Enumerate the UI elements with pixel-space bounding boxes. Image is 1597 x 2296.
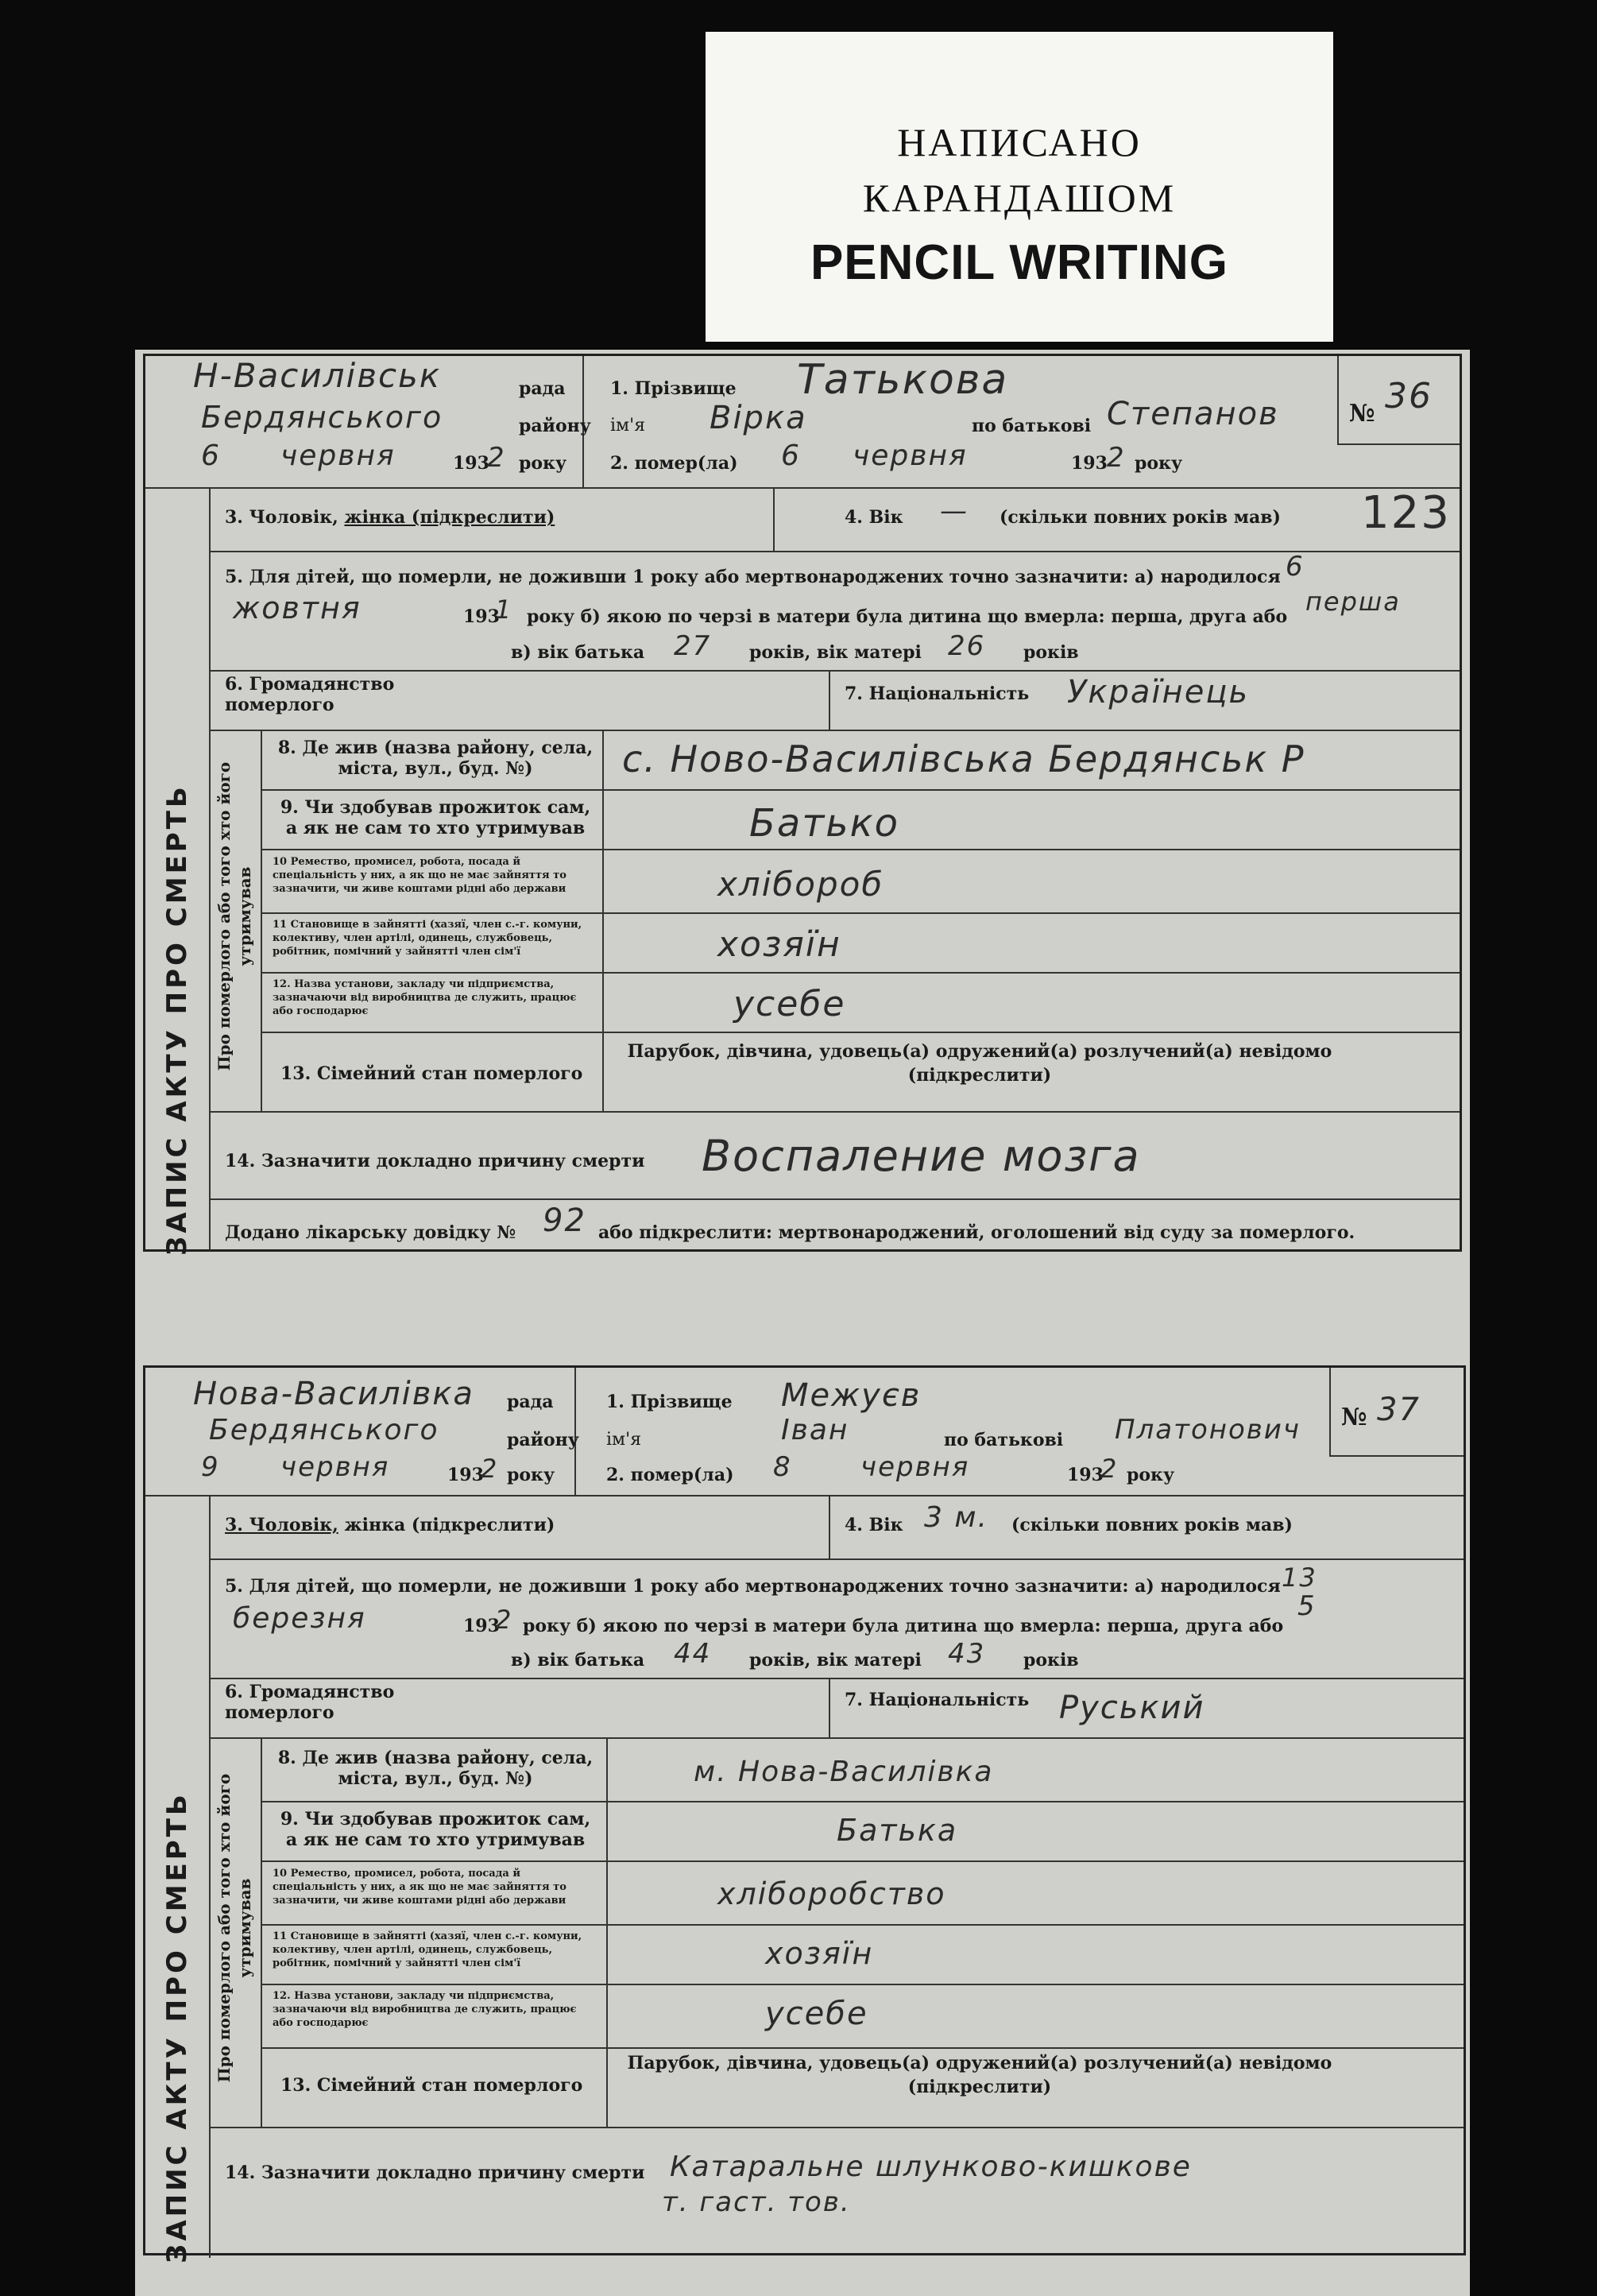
side-title: ЗАПИС АКТУ ПРО СМЕРТЬ [161, 1791, 193, 2263]
nationality-label: 7. Національність [845, 1690, 1030, 1710]
mother-age-value: 43 [948, 1638, 986, 1670]
label-card-line-2: КАРАНДАШОМ [862, 176, 1177, 220]
citizenship-label: 6. Громадянство померлого [225, 1682, 395, 1723]
patronymic-label: по батькові [944, 1430, 1064, 1450]
age-value: — [940, 495, 969, 527]
born-day-value: 6 [1286, 551, 1305, 583]
age-label: 4. Вік [845, 507, 903, 528]
mother-age-years: років [1023, 1650, 1079, 1671]
certificate-label: Додано лікарську довідку № [225, 1222, 516, 1243]
born-year-prefix: 193 [463, 606, 500, 627]
infant-line-2: року б) якою по черзі в матери була дитина що вмерла: перша, друга або [523, 1616, 1284, 1636]
father-age-value: 44 [674, 1638, 712, 1670]
status-value: хозяїн [765, 1936, 874, 1971]
age-tail-label: (скільки повних років мав) [1011, 1515, 1293, 1535]
rada-value: Нова-Василівка [193, 1376, 474, 1412]
surname-label: 1. Прізвище [610, 378, 737, 399]
name-label: ім'я [610, 416, 646, 436]
marital-status-label: 13. Сімейний стан померлого [280, 2075, 583, 2096]
record-number-label: № [1349, 400, 1375, 428]
reg-year-label: року [507, 1465, 555, 1485]
cause-value: Катаральне шлунково-кишкове [670, 2151, 1192, 2183]
mother-age-value: 26 [948, 630, 986, 662]
record-number-value: 37 [1377, 1392, 1421, 1428]
raion-label: району [507, 1430, 579, 1450]
rada-label: рада [507, 1392, 554, 1412]
birth-order-value: перша [1305, 587, 1401, 617]
death-year-digit: 2 [1100, 1454, 1119, 1484]
death-month-value: червня [853, 439, 968, 472]
certificate-value: 92 [543, 1202, 586, 1239]
support-label: 9. Чи здобував прожиток сам, а як не сам то хто утримував [280, 797, 591, 838]
side-title-column [145, 1368, 209, 2263]
death-year-label: року [1127, 1465, 1175, 1485]
label-card-line-1: НАПИСАНО [897, 120, 1142, 165]
infant-line-1: 5. Для дітей, що померли, не доживши 1 року або мертвонароджених точно зазначити: а) народилося [225, 567, 1281, 587]
birth-order-value: 5 [1297, 1590, 1317, 1622]
support-label: 9. Чи здобував прожиток сам, а як не сам то хто утримував [280, 1809, 591, 1850]
cause-label: 14. Зазначити докладно причину смерти [225, 2162, 645, 2183]
pencil-writing-label-card [706, 32, 1333, 342]
residence-label: 8. Де жив (назва району, села, міста, вул., буд. №) [277, 1748, 594, 1789]
workplace-value: усебе [765, 1996, 868, 2032]
reg-year-label: року [519, 453, 567, 474]
mother-age-label: років, вік матері [749, 1650, 922, 1671]
marital-status-label: 13. Сімейний стан померлого [280, 1063, 583, 1084]
reg-day-value: 9 [201, 1451, 220, 1483]
death-year-digit: 2 [1107, 442, 1126, 474]
occupation-value: хліборобство [717, 1876, 946, 1911]
surname-value: Межуєв [781, 1377, 922, 1414]
death-year-prefix: 193 [1071, 453, 1108, 474]
death-day-value: 6 [781, 439, 801, 472]
name-value: Іван [781, 1414, 849, 1446]
surname-label: 1. Прізвище [606, 1392, 733, 1412]
age-value: 3 м. [924, 1501, 988, 1534]
status-label: 11 Становище в зайнятті (хазяї, член с.-г. комуни, колективу, член артілі, одинець, службовець, робітник, помічний у зайнятті член сім'ї [273, 1930, 582, 1969]
residence-value: с. Ново-Василівська Бердянськ Р [622, 738, 1305, 780]
surname-value: Татькова [797, 356, 1009, 404]
raion-label: району [519, 416, 591, 436]
reg-month-value: червня [280, 439, 396, 472]
workplace-label: 12. Назва установи, закладу чи підприємства, зазначаючи від виробництва де служить, працює або господарює [273, 978, 577, 1017]
death-date-label: 2. помер(ла) [606, 1465, 734, 1485]
born-year-digit: 2 [495, 1605, 513, 1635]
nationality-value: Українець [1067, 674, 1250, 710]
marital-status-options: Парубок, дівчина, удовець(а) одружений(а) розлучений(а) невідомо (підкреслити) [627, 2053, 1332, 2097]
sub-side-title: Про померлого або того хто його утримував [215, 761, 254, 1071]
workplace-value: усебе [733, 984, 846, 1024]
patronymic-value: Платонович [1115, 1414, 1301, 1446]
reg-year-prefix: 193 [453, 453, 489, 474]
record-number-value: 36 [1385, 376, 1433, 416]
mother-age-years: років [1023, 642, 1079, 663]
age-margin-note: 123 [1361, 487, 1451, 539]
reg-year-prefix: 193 [447, 1465, 484, 1485]
infant-line-2: року б) якою по черзі в матери була дитина що вмерла: перша, друга або [527, 606, 1288, 627]
marital-status-options: Парубок, дівчина, удовець(а) одружений(а) розлучений(а) невідомо (підкреслити) [627, 1041, 1332, 1086]
nationality-label: 7. Національність [845, 683, 1030, 704]
raion-value: Бердянського [201, 400, 443, 435]
born-month-value: жовтня [233, 590, 362, 625]
born-day-value: 13 [1282, 1562, 1317, 1593]
residence-value: м. Нова-Василівка [694, 1756, 994, 1788]
reg-year-digit: 2 [481, 1454, 499, 1484]
record-number-label: № [1341, 1404, 1367, 1431]
occupation-label: 10 Ремество, промисел, робота, посада й спеціальність у них, а як що не має зайняття то зазначити, чи живе коштами рідні або держави [273, 856, 566, 895]
reg-year-digit: 2 [487, 442, 506, 474]
occupation-value: хлібороб [717, 865, 884, 904]
death-month-value: червня [860, 1451, 970, 1483]
death-record-form-2 [143, 1365, 1466, 2263]
certificate-tail: або підкреслити: мертвонароджений, оголошений від суду за померлого. [598, 1222, 1355, 1243]
patronymic-label: по батькові [972, 416, 1092, 436]
mother-age-label: років, вік матері [749, 642, 922, 663]
label-card-line-3: PENCIL WRITING [810, 235, 1229, 290]
death-year-label: року [1135, 453, 1183, 474]
nationality-value: Руський [1059, 1690, 1205, 1726]
death-year-prefix: 193 [1067, 1465, 1104, 1485]
occupation-label: 10 Ремество, промисел, робота, посада й спеціальність у них, а як що не має зайняття то зазначити, чи живе коштами рідні або держави [273, 1868, 566, 1907]
death-day-value: 8 [773, 1451, 792, 1483]
father-age-label: в) вік батька [511, 1650, 645, 1671]
reg-day-value: 6 [201, 439, 221, 472]
infant-line-1: 5. Для дітей, що померли, не доживши 1 року або мертвонароджених точно зазначити: а) народилося [225, 1576, 1281, 1597]
support-value: Батька [837, 1813, 958, 1848]
sub-side-title: Про померлого або того хто його утримував [215, 1773, 254, 2083]
cause-label: 14. Зазначити докладно причину смерти [225, 1151, 645, 1171]
born-year-digit: 1 [495, 594, 513, 625]
status-value: хозяїн [717, 924, 841, 965]
age-label: 4. Вік [845, 1515, 903, 1535]
status-label: 11 Становище в зайнятті (хазяї, член с.-г. комуни, колективу, член артілі, одинець, службовець, робітник, помічний у зайнятті член сім'ї [273, 919, 582, 958]
cause-value-line2: т. гаст. тов. [662, 2186, 851, 2218]
side-title: ЗАПИС АКТУ ПРО СМЕРТЬ [161, 784, 193, 1256]
born-month-value: березня [233, 1602, 366, 1635]
death-record-form-1 [143, 354, 1462, 1256]
raion-value: Бердянського [209, 1414, 439, 1446]
father-age-value: 27 [674, 630, 712, 662]
gender-label-a: 3. Чоловік, жінка (підкреслити) [225, 507, 555, 528]
patronymic-value: Степанов [1107, 396, 1279, 432]
age-tail-label: (скільки повних років мав) [1000, 507, 1281, 528]
reg-month-value: червня [280, 1451, 390, 1483]
name-label: ім'я [606, 1430, 642, 1450]
gender-label: 3. Чоловік, жінка (підкреслити) [225, 1515, 555, 1535]
father-age-label: в) вік батька [511, 642, 645, 663]
death-date-label: 2. помер(ла) [610, 453, 738, 474]
cause-value: Воспаление мозга [702, 1131, 1141, 1181]
rada-label: рада [519, 378, 566, 399]
support-value: Батько [749, 801, 899, 846]
residence-label: 8. Де жив (назва району, села, міста, вул., буд. №) [277, 738, 594, 779]
rada-value: Н-Василівськ [193, 356, 442, 395]
side-title-column [145, 356, 209, 1256]
born-year-prefix: 193 [463, 1616, 500, 1636]
workplace-label: 12. Назва установи, закладу чи підприємства, зазначаючи від виробництва де служить, працює або господарює [273, 1990, 577, 2029]
citizenship-label: 6. Громадянство померлого [225, 674, 395, 715]
name-value: Вірка [710, 400, 807, 436]
